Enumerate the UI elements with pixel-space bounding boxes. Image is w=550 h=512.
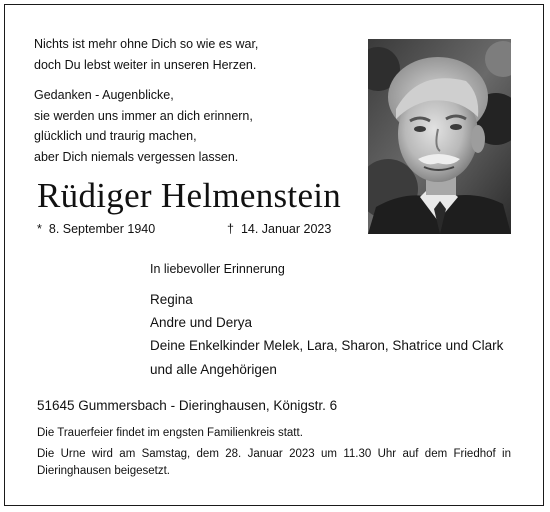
- poem-line: sie werden uns immer an dich erinnern,: [34, 108, 253, 123]
- death-cross-icon: †: [227, 222, 234, 236]
- death-date-line: [227, 221, 331, 237]
- poem-line: Gedanken - Augenblicke,: [34, 88, 174, 102]
- mourners-list: [150, 288, 503, 381]
- memory-line: In liebevoller Erinnerung: [150, 262, 285, 276]
- birth-date: 8. September 1940: [48, 222, 156, 236]
- portrait-photo: [368, 39, 511, 234]
- mourner-line: Deine Enkelkinder Melek, Lara, Sharon, Shatrice und Clark: [150, 338, 504, 354]
- mourning-address: 51645 Gummersbach - Dieringhausen, Königstr. 6: [37, 398, 338, 413]
- deceased-name: Rüdiger Helmenstein: [37, 176, 342, 215]
- poem-line: Nichts ist mehr ohne Dich so wie es war,: [34, 37, 259, 51]
- poem-line: doch Du lebst weiter in unseren Herzen.: [34, 57, 257, 72]
- burial-notice: Die Urne wird am Samstag, dem 28. Januar 2023 um 11.30 Uhr auf dem Friedhof in Dieringhausen beigesetzt.: [37, 448, 511, 477]
- poem-line: aber Dich niemals vergessen lassen.: [34, 149, 239, 164]
- mourner-line: Regina: [150, 292, 193, 307]
- funeral-notice: Die Trauerfeier findet im engsten Familienkreis statt.: [37, 427, 303, 439]
- birth-date-line: [37, 221, 155, 237]
- poem-stanza-2: [34, 85, 253, 167]
- poem-line: glücklich und traurig machen,: [34, 129, 197, 143]
- death-date: 14. Januar 2023: [240, 222, 332, 236]
- mourner-line: und alle Angehörigen: [150, 361, 277, 377]
- mourner-line: Andre und Derya: [150, 315, 253, 331]
- birth-star-icon: *: [37, 222, 42, 236]
- poem-stanza-1: [34, 34, 258, 75]
